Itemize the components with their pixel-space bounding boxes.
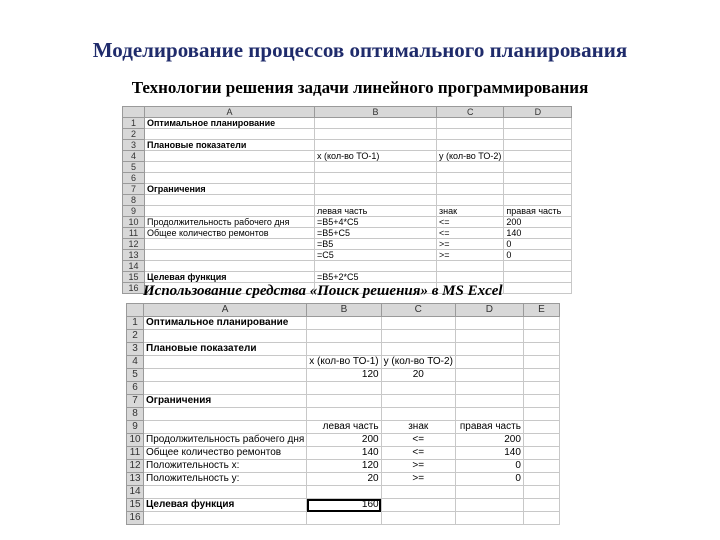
cell-b[interactable]: 140 [307,447,381,460]
cell-b[interactable] [307,382,381,395]
cell-c[interactable] [381,395,455,408]
cell-c[interactable] [437,129,504,140]
row-header[interactable]: 2 [123,129,145,140]
cell-a[interactable] [145,129,315,140]
cell-a[interactable]: Целевая функция [145,272,315,283]
cell-b[interactable] [307,317,381,330]
cell-b[interactable] [307,408,381,421]
column-header-row [123,107,580,118]
scrollbar-track[interactable] [572,107,580,118]
cell-d[interactable] [455,330,523,343]
table-row [123,151,580,162]
cell-a[interactable] [144,408,307,421]
column-header[interactable]: D [455,304,523,317]
cell-a[interactable]: Продолжительность рабочего дня [144,434,307,447]
cell-d[interactable] [504,272,572,283]
row-header[interactable]: 13 [123,250,145,261]
cell-a[interactable]: Продолжительность рабочего дня [145,217,315,228]
spreadsheet-formulas [122,106,580,294]
cell-c[interactable] [381,330,455,343]
table-row [123,173,580,184]
table-row [123,250,580,261]
caption: Использование средства «Поиск решения» в MS Excel [143,283,503,299]
cell-b[interactable] [315,129,437,140]
column-header[interactable]: C [437,107,504,118]
cell-e[interactable] [523,356,559,369]
scrollbar-track[interactable] [572,129,580,140]
cell-c[interactable]: 20 [381,369,455,382]
cell-d[interactable] [455,486,523,499]
scrollbar-track[interactable] [572,206,580,217]
row-header[interactable]: 15 [127,499,144,512]
table-row [127,486,560,499]
scrollbar-track[interactable] [572,162,580,173]
cell-a[interactable] [144,382,307,395]
cell-b[interactable] [307,343,381,356]
cell-d[interactable] [504,118,572,129]
table-row [127,408,560,421]
cell-e[interactable] [523,473,559,486]
cell-b[interactable] [307,486,381,499]
table-row [123,118,580,129]
cell-c[interactable] [381,317,455,330]
scrollbar-track[interactable] [572,140,580,151]
cell-d[interactable]: правая часть [504,206,572,217]
cell-c[interactable] [381,499,455,512]
cell-a[interactable]: Плановые показатели [145,140,315,151]
table-row [127,447,560,460]
cell-c[interactable]: знак [381,421,455,434]
row-header[interactable]: 14 [123,261,145,272]
table-row [127,343,560,356]
row-header[interactable]: 12 [123,239,145,250]
cell-d[interactable] [455,408,523,421]
scrollbar-track[interactable] [572,261,580,272]
cell-d[interactable] [455,317,523,330]
table-row [127,434,560,447]
cell-c[interactable]: >= [381,473,455,486]
cell-d[interactable] [504,151,572,162]
cell-e[interactable] [523,512,559,525]
cell-a[interactable] [145,206,315,217]
table-row [127,421,560,434]
table-row [127,499,560,512]
table-row [123,195,580,206]
row-header[interactable]: 16 [123,283,145,294]
cell-d[interactable]: 200 [504,217,572,228]
cell-b[interactable] [315,140,437,151]
cell-c[interactable]: >= [381,460,455,473]
cell-e[interactable] [523,486,559,499]
cell-d[interactable] [504,195,572,206]
column-header[interactable]: B [315,107,437,118]
cell-b[interactable] [315,162,437,173]
cell-a[interactable] [144,369,307,382]
cell-b[interactable] [307,395,381,408]
cell-a[interactable] [144,486,307,499]
row-header[interactable]: 5 [127,369,144,382]
cell-d[interactable] [504,140,572,151]
cell-b[interactable]: 20 [307,473,381,486]
cell-c[interactable] [437,140,504,151]
row-header[interactable]: 4 [127,356,144,369]
cell-a[interactable]: Оптимальное планирование [145,118,315,129]
row-header[interactable]: 7 [123,184,145,195]
table-row [127,356,560,369]
cell-e[interactable] [523,382,559,395]
cell-c[interactable] [381,408,455,421]
row-header[interactable]: 3 [123,140,145,151]
cell-a[interactable]: Положительность x: [144,460,307,473]
column-header[interactable]: D [504,107,572,118]
scrollbar-track[interactable] [572,228,580,239]
cell-b[interactable]: левая часть [307,421,381,434]
scrollbar-track[interactable] [572,173,580,184]
cell-c[interactable]: <= [437,228,504,239]
cell-a[interactable] [145,261,315,272]
row-header[interactable]: 12 [127,460,144,473]
cell-a[interactable]: Общее количество ремонтов [144,447,307,460]
row-header[interactable]: 11 [123,228,145,239]
cell-a[interactable] [145,151,315,162]
cell-b[interactable]: =C5 [315,250,437,261]
cell-a[interactable] [144,356,307,369]
row-header[interactable]: 6 [127,382,144,395]
cell-d[interactable]: 140 [455,447,523,460]
cell-a[interactable] [145,162,315,173]
cell-d[interactable]: 200 [455,434,523,447]
row-header[interactable]: 15 [123,272,145,283]
cell-d[interactable] [455,369,523,382]
cell-b[interactable]: x (кол-во ТО-1) [307,356,381,369]
slide-subtitle: Технологии решения задачи линейного программирования [131,78,589,97]
cell-d[interactable] [504,184,572,195]
cell-e[interactable] [523,330,559,343]
select-all-corner[interactable] [123,107,145,118]
cell-d[interactable]: 0 [504,239,572,250]
cell-b[interactable]: 160 [307,499,381,512]
table-row [127,395,560,408]
cell-a[interactable] [145,250,315,261]
cell-e[interactable] [523,499,559,512]
row-header[interactable]: 8 [123,195,145,206]
cell-b[interactable]: =B5 [315,239,437,250]
cell-d[interactable] [504,173,572,184]
scrollbar-track[interactable] [572,195,580,206]
table-row [127,382,560,395]
cell-c[interactable]: знак [437,206,504,217]
cell-d[interactable]: 0 [455,473,523,486]
cell-b[interactable]: 200 [307,434,381,447]
column-header-row [127,304,560,317]
cell-b[interactable] [307,512,381,525]
cell-a[interactable] [144,330,307,343]
cell-d[interactable] [455,382,523,395]
table-row [123,217,580,228]
cell-b[interactable] [307,330,381,343]
cell-a[interactable] [144,512,307,525]
cell-a[interactable] [145,195,315,206]
table-row [127,330,560,343]
cell-b[interactable]: =B5+2*C5 [315,272,437,283]
cell-d[interactable] [455,395,523,408]
column-header[interactable]: A [144,304,307,317]
table-row [127,460,560,473]
cell-d[interactable] [455,343,523,356]
cell-c[interactable]: <= [381,447,455,460]
table-row [123,140,580,151]
row-header[interactable]: 14 [127,486,144,499]
table-row [123,261,580,272]
cell-b[interactable]: 120 [307,369,381,382]
cell-a[interactable] [144,421,307,434]
row-header[interactable]: 1 [127,317,144,330]
cell-b[interactable] [315,118,437,129]
cell-b[interactable] [315,261,437,272]
cell-e[interactable] [523,395,559,408]
scrollbar-track[interactable] [572,184,580,195]
cell-a[interactable] [145,239,315,250]
cell-c[interactable] [381,382,455,395]
slide-title: Моделирование процессов оптимального планирования [92,38,628,62]
column-header[interactable]: E [523,304,559,317]
cell-c[interactable] [381,343,455,356]
cell-c[interactable] [437,162,504,173]
row-header[interactable]: 16 [127,512,144,525]
cell-c[interactable]: <= [381,434,455,447]
table-row [123,228,580,239]
cell-c[interactable] [437,173,504,184]
table-row [123,162,580,173]
cell-b[interactable] [315,195,437,206]
scrollbar-track[interactable] [572,239,580,250]
cell-c[interactable] [437,272,504,283]
cell-d[interactable] [504,261,572,272]
cell-d[interactable]: 0 [504,250,572,261]
cell-b[interactable] [315,173,437,184]
row-header[interactable]: 9 [123,206,145,217]
row-header[interactable]: 1 [123,118,145,129]
cell-d[interactable]: 140 [504,228,572,239]
cell-c[interactable] [381,486,455,499]
table-row [123,239,580,250]
scrollbar-track[interactable] [572,118,580,129]
scrollbar-track[interactable] [572,283,580,294]
cell-d[interactable] [455,499,523,512]
cell-c[interactable]: y (кол-во ТО-2) [437,151,504,162]
table-row [127,369,560,382]
cell-d[interactable] [455,356,523,369]
cell-c[interactable] [437,184,504,195]
cell-c[interactable] [437,118,504,129]
cell-a[interactable]: Ограничения [144,395,307,408]
scrollbar-track[interactable] [572,217,580,228]
cell-e[interactable] [523,421,559,434]
cell-a[interactable]: Целевая функция [144,499,307,512]
table-row [127,512,560,525]
cell-d[interactable] [504,129,572,140]
row-header[interactable]: 3 [127,343,144,356]
row-header[interactable]: 6 [123,173,145,184]
cell-a[interactable]: Общее количество ремонтов [145,228,315,239]
cell-b[interactable]: x (кол-во ТО-1) [315,151,437,162]
cell-e[interactable] [523,408,559,421]
cell-e[interactable] [523,343,559,356]
column-header[interactable]: C [381,304,455,317]
cell-a[interactable]: Оптимальное планирование [144,317,307,330]
cell-c[interactable]: >= [437,250,504,261]
row-header[interactable]: 10 [127,434,144,447]
cell-a[interactable]: Плановые показатели [144,343,307,356]
scrollbar-track[interactable] [572,272,580,283]
column-header[interactable]: B [307,304,381,317]
table-row [127,473,560,486]
cell-c[interactable]: <= [437,217,504,228]
row-header[interactable]: 7 [127,395,144,408]
cell-c[interactable] [437,261,504,272]
row-header[interactable]: 10 [123,217,145,228]
cell-c[interactable]: >= [437,239,504,250]
cell-d[interactable]: правая часть [455,421,523,434]
cell-b[interactable]: =B5+4*C5 [315,217,437,228]
cell-e[interactable] [523,369,559,382]
cell-a[interactable]: Ограничения [145,184,315,195]
cell-d[interactable]: 0 [455,460,523,473]
table-row [127,317,560,330]
cell-a[interactable] [145,173,315,184]
row-header[interactable]: 8 [127,408,144,421]
row-header[interactable]: 2 [127,330,144,343]
column-header[interactable]: A [145,107,315,118]
cell-b[interactable] [315,184,437,195]
cell-e[interactable] [523,434,559,447]
select-all-corner[interactable] [127,304,144,317]
row-header[interactable]: 5 [123,162,145,173]
scrollbar-track[interactable] [572,250,580,261]
row-header[interactable]: 4 [123,151,145,162]
cell-c[interactable] [437,195,504,206]
row-header[interactable]: 9 [127,421,144,434]
cell-e[interactable] [523,317,559,330]
table-row [123,206,580,217]
spreadsheet-solution [126,303,560,525]
row-header[interactable]: 11 [127,447,144,460]
cell-d[interactable] [504,162,572,173]
cell-c[interactable]: y (кол-во ТО-2) [381,356,455,369]
cell-d[interactable] [455,512,523,525]
cell-b[interactable]: левая часть [315,206,437,217]
cell-e[interactable] [523,447,559,460]
table-row [123,272,580,283]
scrollbar-track[interactable] [572,151,580,162]
table-row [123,184,580,195]
cell-c[interactable] [381,512,455,525]
cell-b[interactable]: =B5+C5 [315,228,437,239]
cell-a[interactable]: Положительность y: [144,473,307,486]
row-header[interactable]: 13 [127,473,144,486]
cell-e[interactable] [523,460,559,473]
table-row [123,129,580,140]
cell-b[interactable]: 120 [307,460,381,473]
